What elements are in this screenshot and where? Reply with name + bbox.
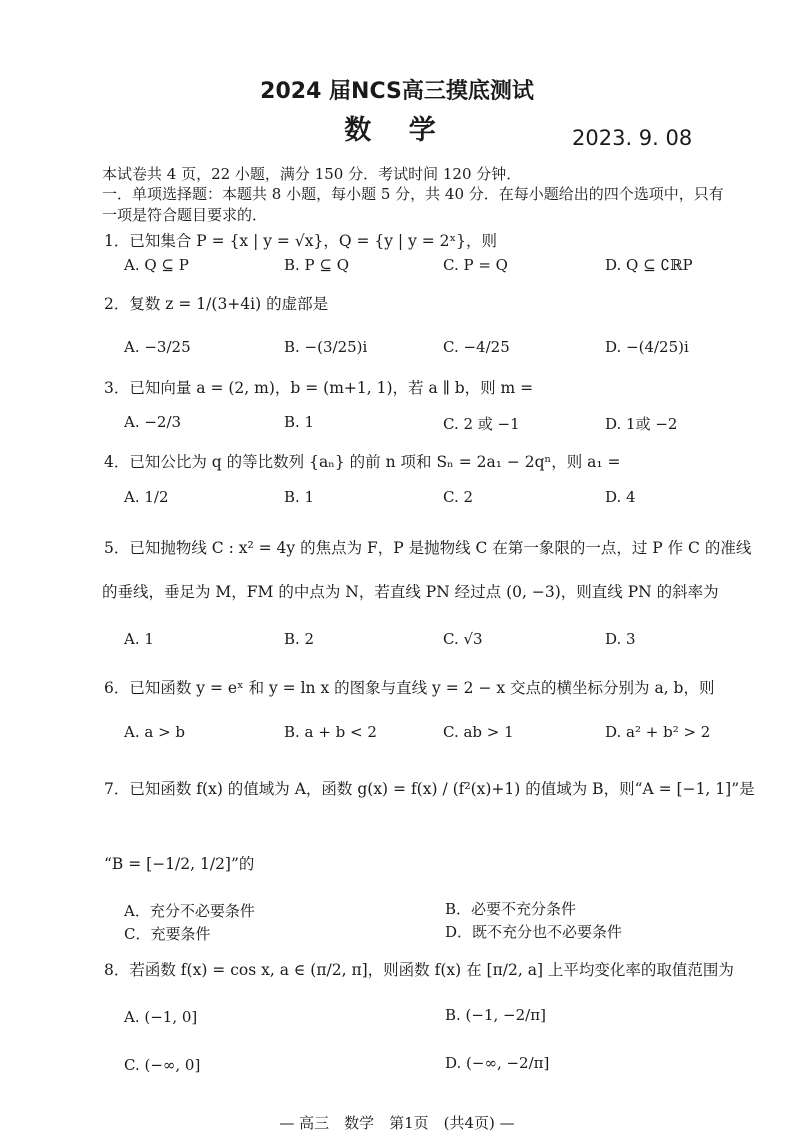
option-a: A. −3/25 [124,338,191,356]
option-a: A. a > b [124,723,186,741]
option-b: B. P ⊆ Q [284,256,350,274]
option-a: A. 1/2 [124,488,169,506]
question-7-line2: “B = [−1/2, 1/2]”的 [104,855,255,873]
question-text: 若函数 f(x) = cos x, a ∈ (π/2, π]，则函数 f(x) 在 [π/2, a] 上平均变化率的取值范围为 [129,961,734,979]
question-number: 5． [104,539,130,557]
question-number: 1． [104,232,130,250]
option-d: D. (−∞, −2/π] [445,1054,550,1072]
option-b: B. a + b < 2 [284,723,377,741]
question-1 [104,229,497,251]
option-d: D. −(4/25)i [605,338,689,356]
question-number: 4． [104,453,130,471]
option-b: B. 2 [284,630,315,648]
option-c: C. P = Q [443,256,508,274]
option-a: A. 1 [124,630,154,648]
question-number: 8． [104,961,130,979]
question-number: 6． [104,679,130,697]
option-c: C. ab > 1 [443,723,514,741]
question-2 [104,292,328,314]
option-c: C．充要条件 [124,925,211,943]
section-instructions-line1: 一．单项选择题：本题共 8 小题，每小题 5 分，共 40 分．在每小题给出的四个选项中，只有 [102,185,724,203]
option-d: D．既不充分也不必要条件 [445,923,623,941]
question-number: 7． [104,780,130,798]
option-b: B. 1 [284,413,315,431]
option-b: B．必要不充分条件 [445,900,577,918]
question-5-line2: 的垂线，垂足为 M，FM 的中点为 N，若直线 PN 经过点 (0, −3)，则直线 PN 的斜率为 [102,583,719,601]
option-c: C. 2 [443,488,474,506]
question-5 [104,536,751,558]
option-a: A. (−1, 0] [124,1008,198,1026]
option-c: C. −4/25 [443,338,510,356]
exam-date: 2023. 9. 08 [572,126,693,150]
option-a: A. −2/3 [124,413,182,431]
option-c: C. √3 [443,630,483,648]
page-footer: — 高三 数学 第1页 (共4页) — [279,1114,515,1132]
option-b: B. −(3/25)i [284,338,368,356]
question-text: 已知抛物线 C : x² = 4y 的焦点为 F，P 是抛物线 C 在第一象限的一点，过 P 作 C 的准线 [129,539,752,557]
option-b: B. 1 [284,488,315,506]
question-text: 复数 z = 1/(3+4i) 的虚部是 [129,295,329,313]
exam-title: 2024 届NCS高三摸底测试 [260,79,534,104]
option-c: C. 2 或 −1 [443,415,520,433]
option-d: D. 1或 −2 [605,415,678,433]
question-text: 已知向量 a = (2, m)，b = (m+1, 1)，若 a ∥ b，则 m = [129,379,534,397]
option-b: B. (−1, −2/π] [445,1006,546,1024]
option-d: D. 3 [605,630,636,648]
option-c: C. (−∞, 0] [124,1056,201,1074]
question-3 [104,376,533,398]
question-number: 2． [104,295,130,313]
option-d: D. a² + b² > 2 [605,723,711,741]
option-a: A. Q ⊆ P [124,256,189,274]
question-4 [104,450,621,472]
question-8 [104,958,734,980]
option-d: D. 4 [605,488,636,506]
option-a: A．充分不必要条件 [124,902,255,920]
section-instructions-line2: 一项是符合题目要求的． [102,206,268,224]
question-text: 已知函数 f(x) 的值域为 A，函数 g(x) = f(x) / (f²(x)+1) 的值域为 B，则“A = [−1, 1]”是 [129,780,755,798]
question-7 [104,777,755,799]
question-text: 已知集合 P = {x | y = √x}，Q = {y | y = 2ˣ}，则 [129,232,497,250]
question-text: 已知公比为 q 的等比数列 {aₙ} 的前 n 项和 Sₙ = 2a₁ − 2qⁿ，则 a₁ = [129,453,621,471]
question-6 [104,676,714,698]
subject-title: 数 学 [344,115,450,146]
question-number: 3． [104,379,130,397]
question-text: 已知函数 y = eˣ 和 y = ln x 的图象与直线 y = 2 − x 交点的横坐标分别为 a, b，则 [129,679,715,697]
option-d: D. Q ⊆ ∁ℝP [605,256,693,274]
intro-text: 本试卷共 4 页，22 小题，满分 150 分．考试时间 120 分钟． [102,165,522,183]
